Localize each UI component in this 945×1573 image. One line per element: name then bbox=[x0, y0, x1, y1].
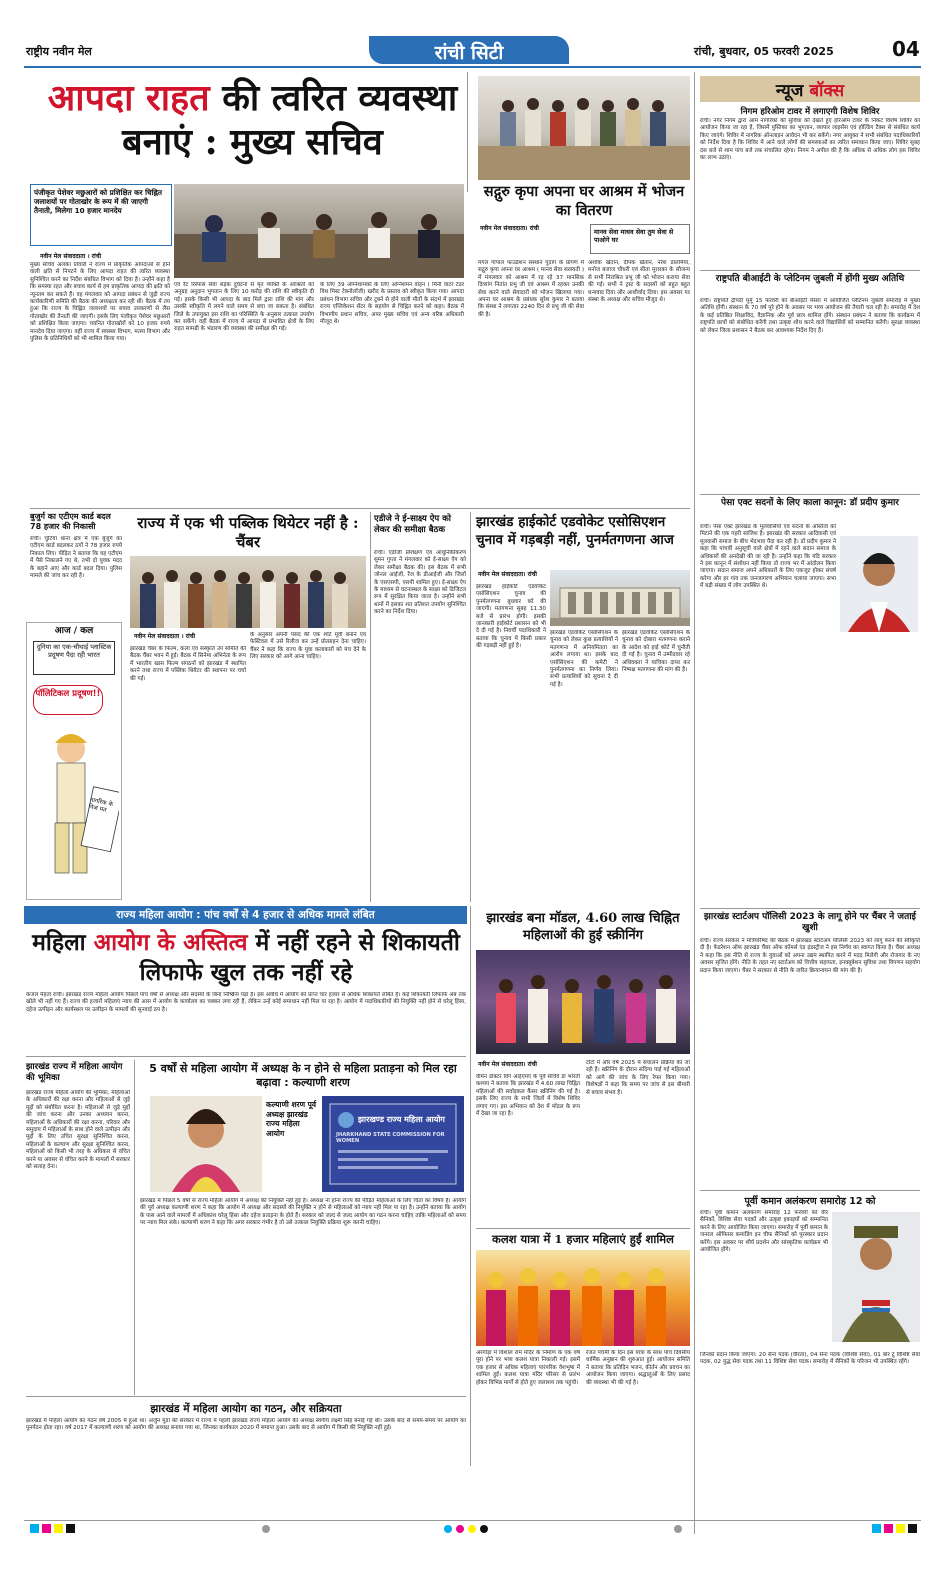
hc-col3: झारखंड एडवोकेट एसोसिएशन के चुनाव को दोबारा मतगणना कराने के आदेश को हाई कोर्ट में चुनौती दी गई है। चुनाव में उम्मीदवार रहे अधिवक्ता ने याचिका दायर कर निष्पक्ष मतगणना की मांग की है। bbox=[622, 630, 690, 674]
color-mark-cyan-2 bbox=[872, 1524, 881, 1533]
mahila-banner bbox=[24, 906, 467, 924]
lead-headline-rest: की त्वरित व्यवस्था बनाएं : मुख्य सचिव bbox=[122, 77, 458, 163]
news-item1-headline: निगम हरिओम टावर में लगाएगी विशेष शिविर bbox=[740, 107, 880, 117]
sharan-text: झारखंड में पिछले 5 वर्षों से राज्य महिला आयोग में अध्यक्ष की नियुक्ति नहीं हुई है। अध्यक्ष ना होना राज्य की पीड़ित महिलाओं के लिए चिंता का विषय है। आयोग की पूर्व अध्यक्ष कल्याणी शरण ने कहा कि आयोग में अध्यक्ष और सदस्यों की नियुक्ति न होने से महिलाओं को न्याय नहीं मिल पा रहा है। उन्होंने बताया कि आयोग के पास आने वाले मामलों में अधिकांश घरेलू हिंसा और दहेज प्रताड़ना के होते हैं। सरकार को जल्द से जल्द आयोग का गठन करना चाहिए ताकि महिलाओं को समय पर न्याय मिल सके। कल्याणी शरण ने कहा कि अगर सरकार गंभीर है तो उसे तत्काल नियुक्ति प्रक्रिया शुरू करनी चाहिए। bbox=[140, 1198, 466, 1227]
screening-byline: नवीन मेल संवाददाता। रांची bbox=[478, 1061, 537, 1068]
register-dot-left bbox=[262, 1525, 270, 1533]
sharan-headline: 5 वर्षों से महिला आयोग में अध्यक्ष के न होने से महिला प्रताड़ना को मिल रहा बढ़ावा : कल्याणी शरण bbox=[149, 1062, 457, 1089]
color-mark-magenta bbox=[42, 1524, 51, 1533]
ai-app-headline: एडीजे ने ई-साक्ष्य ऐप को लेकर की समीक्षा बैठक bbox=[374, 514, 451, 535]
sadguru-box-text: मानव सेवा माधव सेवा तुम सेवा से पाओगे घर bbox=[594, 228, 674, 244]
kalash-col1: अरगोड़ा में विशाल राम मंदिर के निर्माण के एक वर्ष पूरा होने पर भव्य कलश यात्रा निकाली गई। इसमें एक हजार से अधिक महिलाएं पारंपरिक वेशभूषा में शामिल हुईं। कलश यात्रा मंदिर परिसर से प्रारंभ होकर विभिन्न मार्गों से होते हुए जलाशय तक पहुंची। bbox=[476, 1350, 580, 1386]
sadguru-headline: सद्गुरु कृपा अपना घर आश्रम में भोजन का वितरण bbox=[483, 183, 685, 219]
sharan-caption: कल्याणी शरण पूर्व अध्यक्ष झारखंड राज्य महिला आयोग bbox=[266, 1100, 317, 1138]
news-box-title bbox=[700, 76, 920, 102]
register-dot-cyan bbox=[444, 1525, 452, 1533]
register-dot-black bbox=[480, 1525, 488, 1533]
color-mark-yellow bbox=[54, 1524, 63, 1533]
commission-board-label-en: JHARKHAND STATE COMMISSION FOR WOMEN bbox=[336, 1132, 445, 1144]
kalash-headline: कलश यात्रा में 1 हजार महिलाएं हुईं शामिल bbox=[492, 1232, 674, 1246]
screening-headline: झारखंड बना मॉडल, 4.60 लाख चिह्नित महिलाओं की हुई स्क्रीनिंग bbox=[486, 911, 680, 943]
lead-headline bbox=[30, 76, 475, 164]
news-item1-text: रांची। नगर निगम द्वारा आम नागरिकों की सुविधा को देखते हुए हरिओम टावर के निकट विशेष शिविर का आयोजन किया जा रहा है, जिसमें पुस्तिका का भुगतान, व्यापार लाइसेंस एवं होल्डिंग टैक्स से संबंधित कार्य किए जाएंगे। शिविर में नागरिक ऑनलाइन आवेदन भी कर सकेंगे। नगर आयुक्त ने सभी संबंधित पदाधिकारियों को निर्देश दिया है कि शिविर में आने वाले लोगों की समस्याओं का त्वरित समाधान किया जाए। शिविर सुबह दस बजे से शाम पांच बजे तक संचालित रहेगा। निगम ने अपील की है कि अधिक से अधिक लोग इस शिविर का लाभ उठाएं। bbox=[700, 118, 920, 162]
news-item2-text: रांची। राष्ट्रपति द्रौपदी मुर्मू 15 फरवरी को बीआईटी मेसरा में आयोजित प्लेटिनम जुबली समारोह में मुख्य अतिथि होंगी। संस्थान के 70 वर्ष पूरे होने के अवसर पर भव्य आयोजन की तैयारी चल रही है। समारोह में देश के कई प्रतिष्ठित शिक्षाविद, वैज्ञानिक और पूर्व छात्र शामिल होंगे। संस्थान प्रबंधन ने बताया कि कार्यक्रम में राष्ट्रपति छात्रों को संबोधित करेंगी तथा उत्कृष्ट शोध करने वाले विद्यार्थियों को सम्मानित करेंगी। सुरक्षा व्यवस्था को लेकर जिला प्रशासन ने बैठक कर आवश्यक निर्देश दिए हैं। bbox=[700, 298, 920, 334]
atm-headline: बुजुर्ग का एटीएम कार्ड बदल 78 हजार की निकासी bbox=[30, 512, 111, 531]
mahila-banner-text: राज्य महिला आयोग : पांच वर्षों से 4 हजार से अधिक मामले लंबित bbox=[116, 909, 375, 921]
mahila-headline-red: आयोग के अस्तित्व bbox=[93, 929, 248, 956]
page-number: 04 bbox=[892, 37, 920, 61]
lead-headline-red: आपदा राहत bbox=[47, 77, 210, 119]
news-item4-text: रांची। राज्य सरकार ने मंत्रिपरिषद की बैठक में झारखंड स्टार्टअप पॉलिसी 2023 को लागू करने की स्वीकृति दी है। फेडरेशन ऑफ झारखंड चैंबर ऑफ कॉमर्स एंड इंडस्ट्रीज ने इस निर्णय का स्वागत किया है। चैंबर अध्यक्ष ने कहा कि इस नीति से राज्य के युवाओं को अपना उद्यम स्थापित करने में मदद मिलेगी और रोजगार के नए अवसर सृजित होंगे। नीति के तहत नए स्टार्टअप को वित्तीय सहायता, इनक्यूबेशन सुविधा तथा विपणन सहयोग प्रदान किया जाएगा। चैंबर ने सरकार से नीति के त्वरित क्रियान्वयन की मांग की है। bbox=[700, 938, 920, 974]
news-item5-text2: जिनको प्रदान किया जाएगा: 20 सेना पदक (वीरता), 04 सेना पदक (विशिष्ट सेवा), 01 बार टू विशिष्ट सेवा पदक, 02 युद्ध सेवा पदक तथा 11 विशिष्ट सेवा पदक। समारोह में सैनिकों के परिजन भी उपस्थित रहेंगे। bbox=[700, 1352, 920, 1366]
sharan-portrait bbox=[150, 1096, 262, 1192]
news-item3-headline: पेसा एक्ट सदनों के लिए काला कानून: डॉ प्रदीप कुमार bbox=[721, 498, 899, 508]
lead-byline: नवीन मेल संवाददाता । रांची bbox=[40, 253, 102, 260]
kalash-photo bbox=[476, 1250, 690, 1346]
register-dot-magenta bbox=[456, 1525, 464, 1533]
history-text: झारखंड में महिला आयोग का गठन वर्ष 2005 में हुआ था। अर्जुन मुंडा की सरकार में राज्य में पहली झारखंड राज्य महिला आयोग की अध्यक्ष स्वर्गीय लक्ष्मी सिंह बनाई गई थीं। उसके बाद से समय-समय पर आयोग का पुनर्गठन होता रहा। वर्ष 2017 में कल्याणी शरण को आयोग की अध्यक्ष बनाया गया था, जिनका कार्यकाल 2020 में समाप्त हुआ। उसके बाद से आयोग में किसी की नियुक्ति नहीं हुई। bbox=[26, 1418, 466, 1432]
mahila-headline bbox=[26, 928, 466, 988]
hc-col1: झारखंड हाईकोर्ट एडवोकेट एसोसिएशन चुनाव की पुनर्मतगणना बुधवार को की जाएगी। मतगणना सुबह 11.30 बजे से प्रारंभ होगी। इसकी जानकारी हाईकोर्ट प्रशासन को भी दे दी गई है। निवर्ची पदाधिकारी ने बताया कि चुनाव में किसी प्रकार की गड़बड़ी नहीं हुई है। bbox=[476, 584, 546, 650]
color-mark-magenta-2 bbox=[884, 1524, 893, 1533]
register-dot-right bbox=[674, 1525, 682, 1533]
chamber-col2: के अनुसार अपनी पसंद की एक शॉर्ट मूवी बनाने एवं फेस्टिवल में उसे रिलीज कर उन्हें प्रोत्साहन देना चाहिए। चैंबर ने कहा कि राज्य के युवा कलाकारों को मंच देने के लिए सरकार को आगे आना चाहिए। bbox=[250, 632, 366, 661]
masthead bbox=[24, 34, 921, 68]
cartoon-title-left: आज bbox=[54, 626, 71, 636]
mahila-headline-part1: महिला bbox=[32, 929, 94, 956]
lead-bullet-box bbox=[30, 184, 172, 246]
screening-col1: वीमेन डॉक्टर विंग आईएमए के पूर्व सचिव डॉ भारती कश्यप ने बताया कि झारखंड में 4.60 लाख चिह्नित महिलाओं की सर्वाइकल कैंसर स्क्रीनिंग की गई है। इसके लिए राज्य के सभी जिलों में विशेष शिविर लगाए गए। इस अभियान को देश में मॉडल के रूप में देखा जा रहा है। bbox=[476, 1074, 580, 1118]
lead-col2: एवं रैट रिस्पांस सेवा सड़क दुर्घटना से मृत व्यक्ति के आश्रितों को अनुग्रह अनुदान भुगतान के लिए 10 करोड़ की राशि की स्वीकृति दी गई। इसके किसी भी आपदा के बाद मिले द्वारा राशि की मांग और उसकी स्वीकृति में लगने वाले समय से बचा जा सकता है। संबंधित जिले के उपायुक्त इस राशि का परिस्थिति के अनुसार तत्काल उपयोग कर सकेंगे। वहीं बैठक में राज्य में आपदा से प्रभावित क्षेत्रों के लिए राहत सामग्री के भंडारण की व्यवस्था की समीक्षा की गई। bbox=[174, 282, 314, 333]
role-text: झारखंड राज्य महिला आयोग की भूमिका, महिलाओं के अधिकारों की रक्षा करना और महिलाओं से जुड़े मुद्दों को संबोधित करना है। महिलाओं से जुड़े मुद्दों की जांच करना और उनका अध्ययन करना, महिलाओं के अधिकारों की रक्षा करना, परिवार और समुदाय में महिलाओं के साथ होने वाले उत्पीड़न और मुद्दों के लिए उचित सुरक्षा सुनिश्चित करना, महिलाओं के कल्याण और सुरक्षा सुनिश्चित करना, महिलाओं को किसी भी तरह के अधिकार से वंचित करने या अवसर से वंचित करने के मामलों में सरकार को सलाह देना। bbox=[26, 1090, 130, 1171]
lead-col3: के लिए 39 अग्निशामकों के लिए अग्निशमन वाहन ( मिनी वाटर टेंडर विथ मिस्ट टेक्नोलॉजी) खरीद के प्रस्ताव को स्वीकृत किया गया। आपदा प्रबंधन विभाग सचिव और टूबने से होने वाली मौतों के संदर्भ में झारखंड राज्य एप्लिकेशन सेंटर के सहयोग से चिह्नित करने को कहा। बैठक में विभागीय प्रधान सचिव, अपर मुख्य सचिव एवं अन्य वरिष्ठ अधिकारी मौजूद थे। bbox=[320, 282, 464, 326]
role-headline: झारखंड राज्य में महिला आयोग की भूमिका bbox=[26, 1062, 123, 1083]
chamber-byline: नवीन मेल संवाददाता । रांची bbox=[134, 633, 196, 640]
news-item2-headline: राष्ट्रपति बीआईटी के प्लेटिनम जुबली में होंगी मुख्य अतिथि bbox=[715, 274, 905, 284]
army-officer-portrait bbox=[832, 1212, 920, 1342]
chamber-col1: झारखंड चैंबर के फिल्म, कला एवं संस्कृति उप समिति की बैठक चैंबर भवन में हुई। बैठक में सिनेमा अभिनेता के रूप में भारतीय खास फिल्म संगठनों को झारखंड में स्थापित करने तथा राज्य में पब्लिक थियेटर की स्थापना पर चर्चा की गई। bbox=[130, 646, 246, 682]
ai-app-text: रांची। एडीजी प्रशिक्षण एवं आधुनिकीकरण सुमन गुप्ता ने मंगलवार को ई-साक्ष्य ऐप को लेकर समीक्षा बैठक की। इस बैठक में सभी जोनल आईजी, रेंज के डीआईजी और जिलों के एसएसपी, एसपी शामिल हुए। ई-साक्ष्य ऐप के माध्यम से घटनास्थल के साक्ष्य को डिजिटल रूप में सुरक्षित किया जाता है। उन्होंने सभी थानों में इसका शत प्रतिशत उपयोग सुनिश्चित करने का निर्देश दिया। bbox=[374, 550, 466, 616]
color-mark-cyan bbox=[30, 1524, 39, 1533]
cartoon-panel bbox=[26, 622, 122, 900]
screening-photo bbox=[476, 950, 690, 1054]
sadguru-box bbox=[590, 224, 690, 254]
color-mark-black-2 bbox=[908, 1524, 917, 1533]
news-box-title-left: न्यूज bbox=[775, 81, 810, 101]
mahila-intro: कजल मेहता रांची। झारखंड राज्य महिला आयोग पिछले पांच वर्षों से अध्यक्ष और सदस्यों के बिना निष्क्रिय पड़ा है। इस अवधि में आयोग को प्राप्त चार हजार से अधिक शिकायतें लंबित हैं। कई शिकायती लिफाफे अब तक खोले भी नहीं गए हैं। राज्य की हजारों महिलाएं न्याय की आस में आयोग के कार्यालय का चक्कर लगा रही हैं, लेकिन उन्हें कोई समाधान नहीं मिल पा रहा है। आयोग में पदाधिकारियों की नियुक्ति नहीं होने से घरेलू हिंसा, दहेज उत्पीड़न और कार्यस्थल पर उत्पीड़न के मामलों की सुनवाई ठप है। bbox=[26, 992, 466, 1013]
history-headline: झारखंड में महिला आयोग का गठन, और सक्रियता bbox=[150, 1403, 342, 1415]
hc-photo bbox=[550, 570, 690, 626]
hc-col2: झारखंड एडवोकेट एसोसिएशन के चुनाव को लेकर कुछ प्रत्याशियों ने मतगणना में अनियमितता का आरोप लगाया था। इसके बाद एसोसिएशन की कमेटी ने पुनर्मतगणना का निर्णय लिया। सभी प्रत्याशियों को सूचना दे दी गई है। bbox=[550, 630, 618, 688]
paper-name: राष्ट्रीय नवीन मेल bbox=[26, 45, 92, 58]
mahila-headline-part2: में नहीं रहने से शिकायती लिफाफे खुल तक नहीं रहे bbox=[139, 929, 460, 986]
news-item5-text: रांची। पूर्वी कमान अलंकरण समारोह 12 फरवरी को वीर सैनिकों, विशिष्ट सेवा पदकों और उत्कृष्ट इकाइयों को सम्मानित करने के लिए आयोजित किया जाएगा। समारोह में पूर्वी कमान के जनरल ऑफिसर कमांडिंग इन चीफ सैनिकों को पुरस्कार प्रदान करेंगे। इस अवसर पर शौर्य प्रदर्शन और सांस्कृतिक कार्यक्रम भी आयोजित होंगे। bbox=[700, 1210, 828, 1254]
section-label: रांची सिटी bbox=[434, 42, 504, 64]
cartoon-title: आज / कल bbox=[27, 623, 121, 637]
sadguru-col2: अशोक खेतान, दीपक खेतान, नरेश डालमिया, मनोज बजाज चौधरी एवं सीता मुरारका के सौजन्य से सभी निराश्रित प्रभु जी को भोजन कराया सेवा की गई। सभी ने ट्रस्ट के सदस्यों को बहुत बहुत धन्यवाद दिया और आशीर्वाद दिया। इस अवसर पर संस्था के अध्यक्ष और सचिव मौजूद थे। bbox=[588, 260, 690, 304]
atm-text: रांची। चुटिया थाना क्षेत्र में एक बुजुर्ग का एटीएम कार्ड बदलकर ठगों ने 78 हजार रुपये निकाल लिए। पीड़ित ने बताया कि वह एटीएम में पैसे निकालने गए थे, तभी दो युवक मदद के बहाने आए और कार्ड बदल दिया। पुलिस मामले की जांच कर रही है। bbox=[30, 536, 122, 580]
sadguru-col1: मंगल गोपाल फाउंडेशन संस्थान पुंदाग के प्रांगण में सद्गुरु कृपा अपना घर आश्रम ( मानव सेवा सरस्वती ) में मंगलवार को आश्रम में रह रहे 37 मानसिक दिव्यांग नितांत प्रभु जी एवं आश्रम में रहकर उनकी सेवा करने वाले सेवादारों को भोजन खिलाया गया। अपना घर आश्रम के प्रबंधक सुरेश कुमार ने बताया कि संस्था ने लगातार 2240 दिन से प्रभु जी की सेवा की है। bbox=[478, 260, 584, 318]
register-dot-yellow bbox=[468, 1525, 476, 1533]
commission-board bbox=[322, 1096, 464, 1192]
dateline: रांची, बुधवार, 05 फरवरी 2025 bbox=[694, 45, 834, 58]
color-mark-black bbox=[66, 1524, 75, 1533]
meeting-photo bbox=[174, 184, 464, 278]
chamber-photo bbox=[130, 556, 366, 628]
kalash-col2: रजत पंचमी के दिन इस यात्रा के साथ पांच दिवसीय धार्मिक अनुष्ठान की शुरुआत हुई। आयोजन समिति ने बताया कि प्रतिदिन भजन, कीर्तन और प्रवचन का आयोजन किया जाएगा। श्रद्धालुओं के लिए प्रसाद की व्यवस्था भी की गई है। bbox=[586, 1350, 690, 1386]
news-item5-headline: पूर्वी कमान अलंकरण समारोह 12 को bbox=[744, 1196, 876, 1207]
lead-bullet-text: पंजीकृत पेशेवर मछुआरों को प्रशिक्षित कर चिह्नित जलाशयों पर गोताखोर के रूप में की जाएगी तैनाती, मिलेगा 10 हजार मानदेय bbox=[34, 188, 162, 215]
commission-board-label: झारखण्ड राज्य महिला आयोग bbox=[358, 1115, 445, 1124]
chamber-headline: राज्य में एक भी पब्लिक थियेटर नहीं है : चैंबर bbox=[137, 514, 359, 551]
ashram-photo bbox=[478, 76, 690, 180]
pradeep-portrait bbox=[840, 536, 918, 632]
news-item3-text: रांची। पेसा एक्ट झारखंड के मूलवासियों एवं सदनों के अस्तित्व को मिटाने की एक गहरी साजिश है। झारखंड की सरकार आदिवासी एवं मूलवासी समाज के बीच भेदभाव पैदा कर रही है। डॉ प्रदीप कुमार ने कहा कि पांचवीं अनुसूची वाले क्षेत्रों में रहने वाले सदान समाज के अधिकारों की अनदेखी की जा रही है। उन्होंने कहा कि यदि सरकार ने इस कानून में संशोधन नहीं किया तो राज्य भर में आंदोलन किया जाएगा। सदान समाज अपने अधिकारों के लिए एकजुट होकर संघर्ष करेगा और हर गांव तक जनजागरण अभियान चलाया जाएगा। सभा में बड़ी संख्या में लोग उपस्थित थे। bbox=[700, 524, 836, 590]
hc-headline: झारखंड हाईकोर्ट एडवोकेट एसोसिएशन चुनाव में गड़बड़ी नहीं, पुनर्मतगणना आज bbox=[476, 514, 674, 548]
screening-col2: टोटो में और वर्ष 2025 में संचालन प्रक्रिया की जा रही है। स्क्रीनिंग के दौरान संदिग्ध पाई गई महिलाओं को आगे की जांच के लिए रेफर किया गया। विशेषज्ञों ने कहा कि समय पर जांच से इस बीमारी से बचाव संभव है। bbox=[586, 1060, 690, 1096]
cartoon-bubble: पॉलिटिकल प्रदूषण!! bbox=[33, 685, 103, 715]
lead-col1: मुख्य सचिव अलका तिवारी ने राज्य में प्राकृतिक आपदाओं से होने वाली क्षति से निपटने के लिए आपदा राहत की त्वरित व्यवस्था सुनिश्चित करने का निर्देश संबंधित विभाग को दिया है। उन्होंने कहा है कि समस्या रहत और बचाव कार्य से हम प्राकृतिक आपदा की क्षति को न्यूनतम कर सकते हैं। वह मंगलवार को आपदा प्रबंधन से जुड़ी राज्य कार्यकारिणी समिति की बैठक की अध्यक्षता कर रही थीं। बैठक में तय हुआ कि राज्य के चिह्नित जलाशयों पर बचाव उपकरणों से लैस गोताखोर की तैनाती की जाएगी। इसके लिए पंजीकृत पेशेवर मछुआरों को प्रशिक्षित किया जाएगा। चयनित गोताखोरों को 10 हजार रुपये मानदेय दिया जाएगा। वहीं राज्य में स्वास्थ्य विभाग, मत्स्य विभाग और पुलिस के प्रतिनिधियों को भी शामिल किया गया। bbox=[30, 262, 170, 343]
cartoon-title-right: कल bbox=[80, 626, 94, 636]
news-item4-headline: झारखंड स्टार्टअप पॉलिसी 2023 के लागू होने पर चैंबर ने जताई खुशी bbox=[704, 912, 916, 933]
cartoon-sign: नागरिक के निज मत bbox=[87, 796, 114, 814]
hc-byline: नवीन मेल संवाददाता। रांची bbox=[478, 571, 537, 578]
cartoon-caption: दुनिया का एक-चौथाई प्लास्टिक प्रदूषण पैदा रही भारत bbox=[33, 641, 115, 675]
sadguru-byline: नवीन मेल संवाददाता। रांची bbox=[480, 225, 539, 232]
color-mark-yellow-2 bbox=[896, 1524, 905, 1533]
news-box-title-right: बॉक्स bbox=[809, 81, 845, 101]
